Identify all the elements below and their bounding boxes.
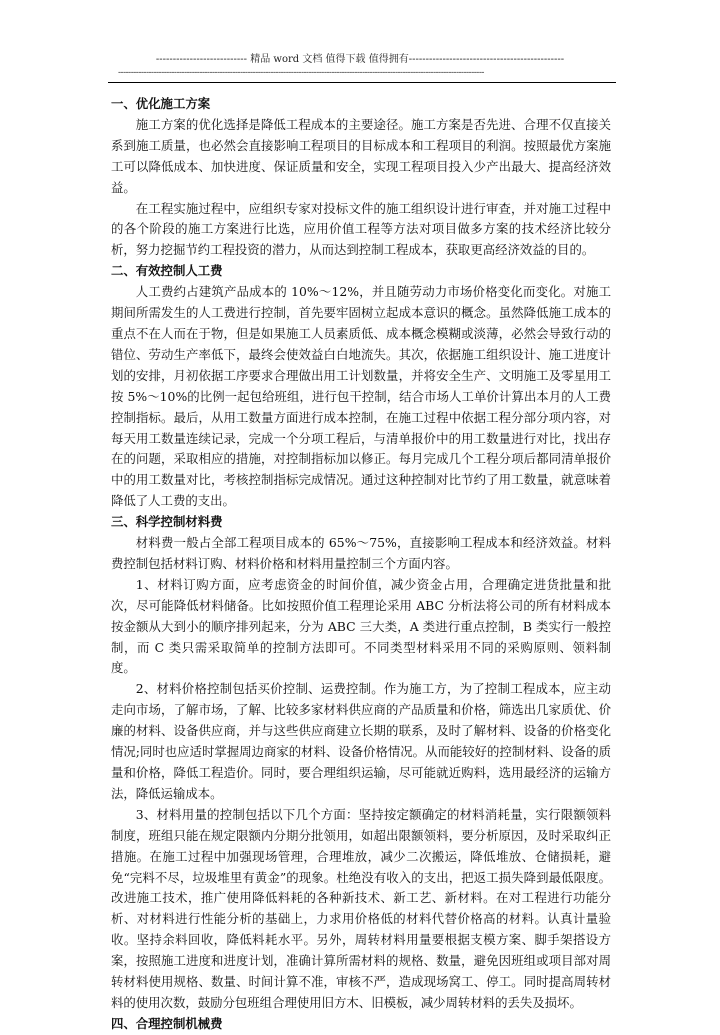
paragraph: 人工费约占建筑产品成本的 10%～12%，并且随劳动力市场价格变化而变化。对施工期间所需发生的人工费进行控制，首先要牢固树立起成本意识的概念。虽然降低施工成本的重点不在人而在于物，但是如果施工人员素质低、成本概念模糊或淡薄，必然会导致行动的错位、劳动生产率低下，最终会使效益白白地流失。其次，依据施工组织设计、施工进度计划的安排，月初依据工序要求合理做出用工计划数量，并将安全生产、文明施工及零星用工按 5%～10%的比例一起包给班组，进行包干控制，结合市场人工单价计算出本月的人工费控制指标。最后，从用工数量方面进行成本控制，在施工过程中依据工程分部分项内容，对每天用工数量连续记录，完成一个分项工程后，与清单报价中的用工数量进行对比，找出存在的问题，采取相应的措施，对控制指标加以修正。每月完成几个工程分项后都同清单报价中的用工数量对比，考核控制指标完成情况。通过这种控制对比节约了用工数量，就意味着降低了人工费的支出。 [111, 284, 611, 509]
paragraph: 2、材料价格控制包括买价控制、运费控制。作为施工方，为了控制工程成本，应主动走向市场，了解市场，了解、比较多家材料供应商的产品质量和价格，筛选出几家质优、价廉的材料、设备供应商，并与这些供应商建立长期的联系，及时了解材料、设备的价格变化情况;同时也应适时掌握周边商家的材料、设备价格情况。从而能较好的控制材料、设备的质量和价格，降低工程造价。同时，要合理组织运输，尽可能就近购料，选用最经济的运输方法，降低运输成本。 [111, 681, 611, 801]
paragraph: 在工程实施过程中，应组织专家对投标文件的施工组织设计进行审查，并对施工过程中的各个阶段的施工方案进行比选，应用价值工程等方法对项目做多方案的技术经济比较分析，努力挖掘节约工程投资的潜力，从而达到控制工程成本，获取更高经济效益的目的。 [111, 200, 611, 258]
paragraph: 1、材料订购方面，应考虑资金的时间价值，减少资金占用，合理确定进货批量和批次，尽可能降低材料储备。比如按照价值工程理论采用 ABC 分析法将公司的所有材料成本按金额从大到小的顺序排列起来，分为 ABC 三大类，A 类进行重点控制，B 类实行一般控制，而 C 类只需采取简单的控制方法即可。不同类型材料采用不同的采购原则、领料制度。 [111, 576, 611, 676]
paragraph: 材料费一般占全部工程项目成本的 65%～75%，直接影响工程成本和经济效益。材料费控制包括材料订购、材料价格和材料用量控制三个方面内容。 [111, 535, 611, 571]
header-divider-dashes: ------------------------------------------------------------------------------------------------------------------------------------------------ [118, 68, 484, 78]
paragraph: 3、材料用量的控制包括以下几个方面：坚持按定额确定的材料消耗量，实行限额领料制度，班组只能在规定限额内分期分批领用，如超出限额领料，要分析原因，及时采取纠正措施。在施工过程中加强现场管理，合理堆放，减少二次搬运，降低堆放、仓储损耗，避免“完料不尽，垃圾堆里有黄金”的现象。杜绝没有收入的支出，把返工损失降到最低限度。改进施工技术，推广使用降低料耗的各种新技术、新工艺、新材料。在对工程进行功能分析、对材料进行性能分析的基础上，力求用价格低的材料代替价格高的材料。认真计量验收。坚持余料回收，降低料耗水平。另外，周转材料用量要根据支模方案、脚手架搭设方案，按照施工进度和进度计划，准确计算所需材料的规格、数量，避免因班组或项目部对周转材料使用规格、数量、时间计算不准，审核不严，造成现场窝工、停工。同时提高周转材料的使用次数，鼓励分包班组合理使用旧方木、旧模板，减少周转材料的丢失及损坏。 [111, 806, 611, 1010]
section-heading: 四、合理控制机械费 [111, 1015, 223, 1031]
section-heading: 一、优化施工方案 [111, 96, 211, 111]
section-heading: 二、有效控制人工费 [111, 263, 223, 279]
paragraph: 施工方案的优化选择是降低工程成本的主要途径。施工方案是否先进、合理不仅直接关系到施工质量，也必然会直接影响工程项目的目标成本和工程项目的利润。按照最优方案施工可以降低成本、加快进度、保证质量和安全，实现工程项目投入少产出最大、提高经济效益。 [111, 116, 611, 195]
page-header: --------------------------- 精品 word 文档 值得下载 值得拥有---------------------------------------------- [155, 54, 565, 65]
header-rule [108, 82, 616, 83]
section-heading: 三、科学控制材料费 [111, 514, 223, 530]
document-body [111, 94, 611, 1035]
